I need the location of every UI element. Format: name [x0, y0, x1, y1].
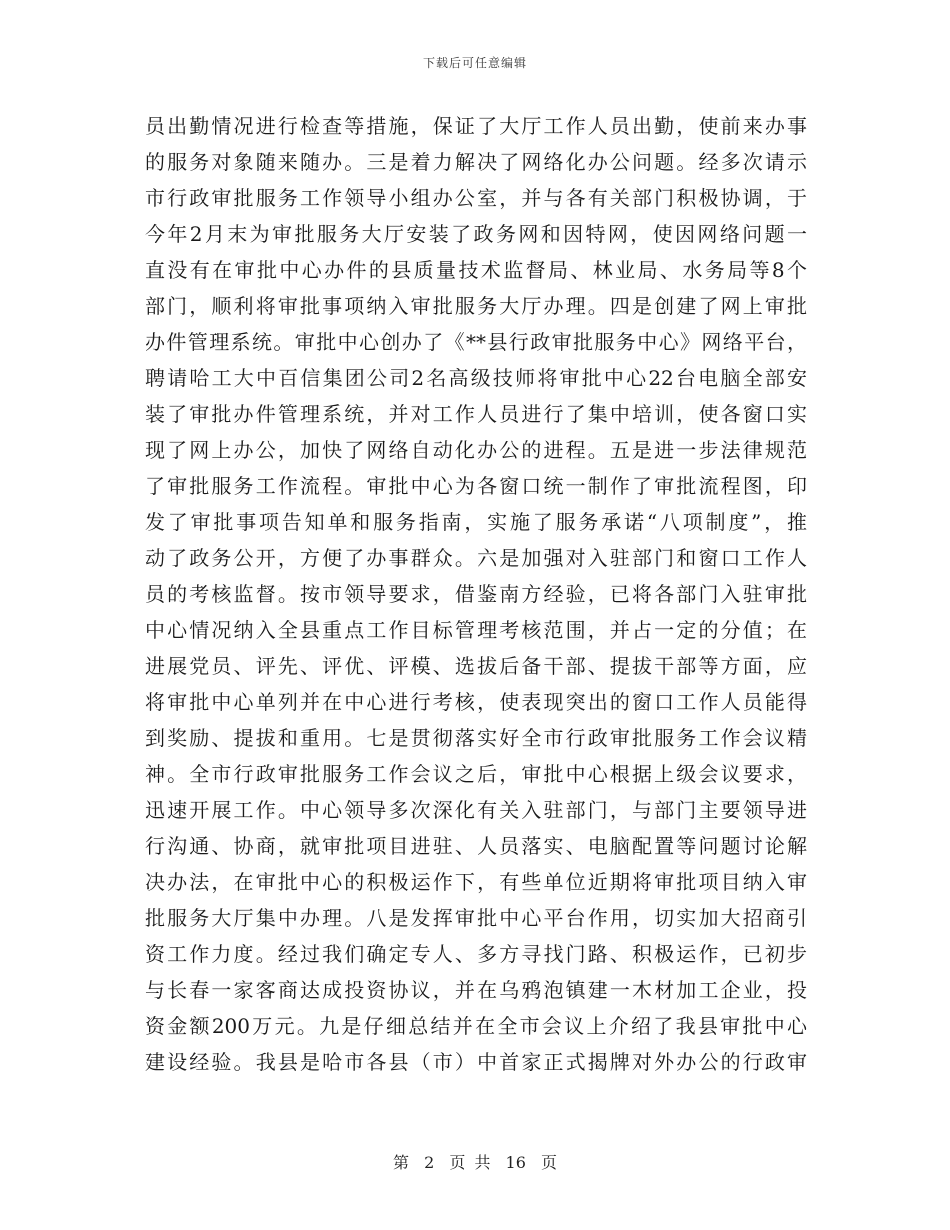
body-line: 现了网上办公，加快了网络自动化办公的进程。五是进一步法律规范 — [145, 438, 807, 462]
body-line: 市行政审批服务工作领导小组办公室，并与各有关部门积极协调，于 — [145, 186, 807, 210]
body-line: 聘请哈工大中百信集团公司2名高级技师将审批中心22台电脑全部安 — [145, 366, 807, 390]
footer-suffix: 页 — [541, 1153, 558, 1172]
body-line: 迅速开展工作。中心领导多次深化有关入驻部门，与部门主要领导进 — [145, 798, 807, 822]
body-line: 决办法，在审批中心的积极运作下，有些单位近期将审批项目纳入审 — [145, 870, 807, 894]
body-line: 与长春一家客商达成投资协议，并在乌鸦泡镇建一木材加工企业，投 — [145, 978, 807, 1002]
body-line: 将审批中心单列并在中心进行考核，使表现突出的窗口工作人员能得 — [145, 690, 807, 714]
body-line: 员出勤情况进行检查等措施，保证了大厅工作人员出勤，使前来办事 — [145, 114, 807, 138]
body-line: 神。全市行政审批服务工作会议之后，审批中心根据上级会议要求， — [145, 762, 807, 786]
body-line: 今年2月末为审批服务大厅安装了政务网和因特网，使因网络问题一 — [145, 222, 807, 246]
footer-total-pages: 16 — [505, 1153, 526, 1172]
body-line: 装了审批办件管理系统，并对工作人员进行了集中培训，使各窗口实 — [145, 402, 807, 426]
body-line: 批服务大厅集中办理。八是发挥审批中心平台作用，切实加大招商引 — [145, 906, 807, 930]
footer-page-number: 2 — [424, 1153, 435, 1172]
body-line: 到奖励、提拔和重用。七是贯彻落实好全市行政审批服务工作会议精 — [145, 726, 807, 750]
footer-middle: 页 共 — [449, 1153, 491, 1172]
body-line: 办件管理系统。审批中心创办了《**县行政审批服务中心》网络平台， — [145, 330, 807, 354]
body-line: 资工作力度。经过我们确定专人、多方寻找门路、积极运作，已初步 — [145, 942, 807, 966]
page-footer — [0, 1150, 950, 1173]
page-header: 下载后可任意编辑 — [422, 56, 527, 70]
body-line: 动了政务公开，方便了办事群众。六是加强对入驻部门和窗口工作人 — [145, 546, 807, 570]
body-text — [145, 108, 807, 1080]
body-line: 员的考核监督。按市领导要求，借鉴南方经验，已将各部门入驻审批 — [145, 582, 807, 606]
body-line: 中心情况纳入全县重点工作目标管理考核范围，并占一定的分值；在 — [145, 618, 807, 642]
body-line: 发了审批事项告知单和服务指南，实施了服务承诺“八项制度”，推 — [145, 510, 807, 534]
body-line: 资金额200万元。九是仔细总结并在全市会议上介绍了我县审批中心 — [145, 1014, 807, 1038]
body-line: 建设经验。我县是哈市各县（市）中首家正式揭牌对外办公的行政审 — [145, 1050, 807, 1074]
footer-prefix: 第 — [392, 1153, 409, 1172]
body-line: 部门，顺利将审批事项纳入审批服务大厅办理。四是创建了网上审批 — [145, 294, 807, 318]
body-line: 直没有在审批中心办件的县质量技术监督局、林业局、水务局等8个 — [145, 258, 807, 282]
body-line: 的服务对象随来随办。三是着力解决了网络化办公问题。经多次请示 — [145, 150, 807, 174]
body-line: 行沟通、协商，就审批项目进驻、人员落实、电脑配置等问题讨论解 — [145, 834, 807, 858]
body-line: 进展党员、评先、评优、评模、选拔后备干部、提拔干部等方面，应 — [145, 654, 807, 678]
body-line: 了审批服务工作流程。审批中心为各窗口统一制作了审批流程图，印 — [145, 474, 807, 498]
